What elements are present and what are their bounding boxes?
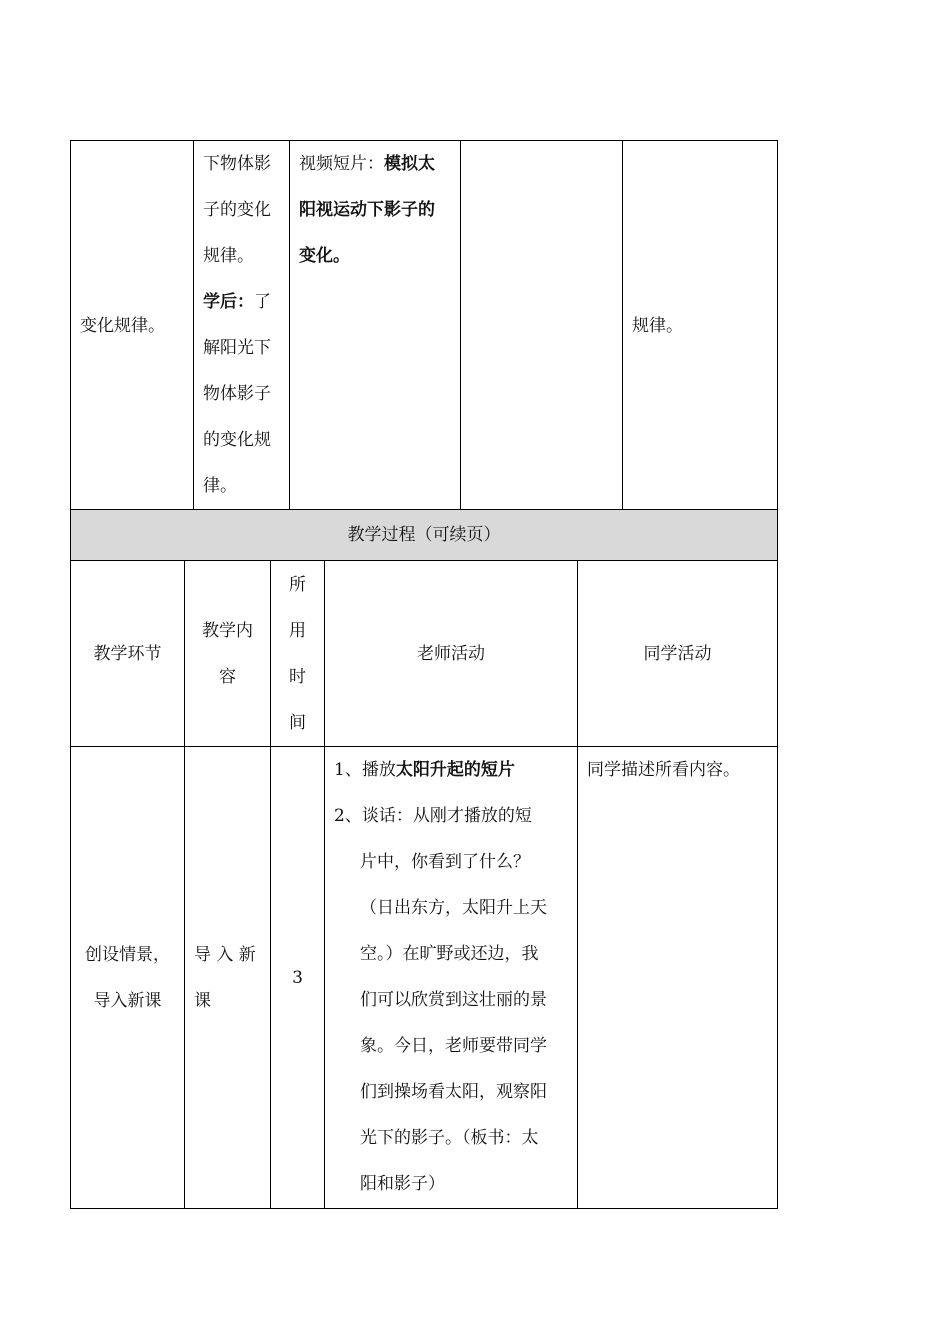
text-rule: 规律。 (632, 315, 683, 336)
header-teacher-text: 老师活动 (417, 643, 485, 664)
header-content-text: 教学内 (202, 620, 253, 641)
header-time-char: 时 (289, 666, 306, 687)
stage-text: 创设情景， (85, 944, 170, 965)
header-time-char: 所 (289, 574, 306, 595)
cell-resources (290, 141, 461, 511)
objective-line: 解阳光下 (203, 338, 271, 358)
header-content (185, 561, 271, 747)
header-time (271, 561, 325, 747)
activity-line: 们可以欣赏到这壮丽的景 (360, 990, 547, 1010)
activity-line: 空。）在旷野或还边，我 (360, 944, 539, 964)
header-stage-text: 教学环节 (93, 643, 162, 664)
cell-empty (461, 141, 623, 511)
video-label: 视频短片： (299, 154, 384, 174)
objective-line: 规律。 (203, 246, 254, 266)
video-title: 阳视运动下影子的 (299, 200, 435, 220)
content-text: 导 入 新 (194, 944, 256, 965)
time-value: 3 (292, 967, 303, 988)
objective-line: 物体影子 (203, 384, 271, 404)
activity-line: 2、谈话：从刚才播放的短 (334, 806, 532, 826)
lesson-table-top (70, 140, 778, 511)
section-title-text: 教学过程（可续页） (347, 525, 501, 545)
objective-line: 了 (254, 292, 271, 312)
objective-line: 子的变化 (203, 200, 271, 220)
activity-step: 1、播放 (334, 760, 396, 780)
cell-time (271, 747, 325, 1209)
content-text: 课 (194, 990, 211, 1011)
activity-line: 阳和影子） (360, 1174, 445, 1194)
cell-objectives (194, 141, 290, 511)
objective-line: 的变化规 (203, 430, 271, 450)
teaching-process-table (70, 509, 778, 1209)
cell-stage-continued (71, 141, 194, 511)
student-activity-text: 同学描述所看内容。 (587, 760, 740, 780)
header-student-text: 同学活动 (643, 643, 712, 664)
activity-line: 象。今日，老师要带同学 (360, 1036, 547, 1056)
objective-line: 下物体影 (203, 154, 271, 174)
cell-student-activity (578, 747, 778, 1209)
activity-line: 片中，你看到了什么？ (360, 852, 530, 872)
activity-line: 们到操场看太阳，观察阳 (360, 1082, 547, 1102)
header-time-char: 间 (289, 712, 306, 733)
cell-stage (71, 747, 185, 1209)
cell-rule (623, 141, 778, 511)
cell-teacher-activity (325, 747, 578, 1209)
header-content-text: 容 (219, 666, 236, 687)
stage-text: 导入新课 (93, 990, 162, 1011)
section-title (71, 510, 778, 561)
header-stage (71, 561, 185, 747)
video-title: 模拟太 (384, 154, 435, 174)
video-title: 太阳升起的短片 (395, 760, 515, 780)
header-student (578, 561, 778, 747)
activity-line: （日出东方，太阳升上天 (360, 898, 547, 918)
activity-line: 光下的影子。（板书：太 (360, 1128, 539, 1148)
header-teacher (325, 561, 578, 747)
after-learning-label: 学后： (203, 292, 254, 312)
header-time-char: 用 (289, 620, 306, 641)
video-title: 变化。 (299, 246, 350, 266)
objective-line: 律。 (203, 476, 237, 496)
text-change-rule: 变化规律。 (80, 315, 165, 336)
cell-content (185, 747, 271, 1209)
